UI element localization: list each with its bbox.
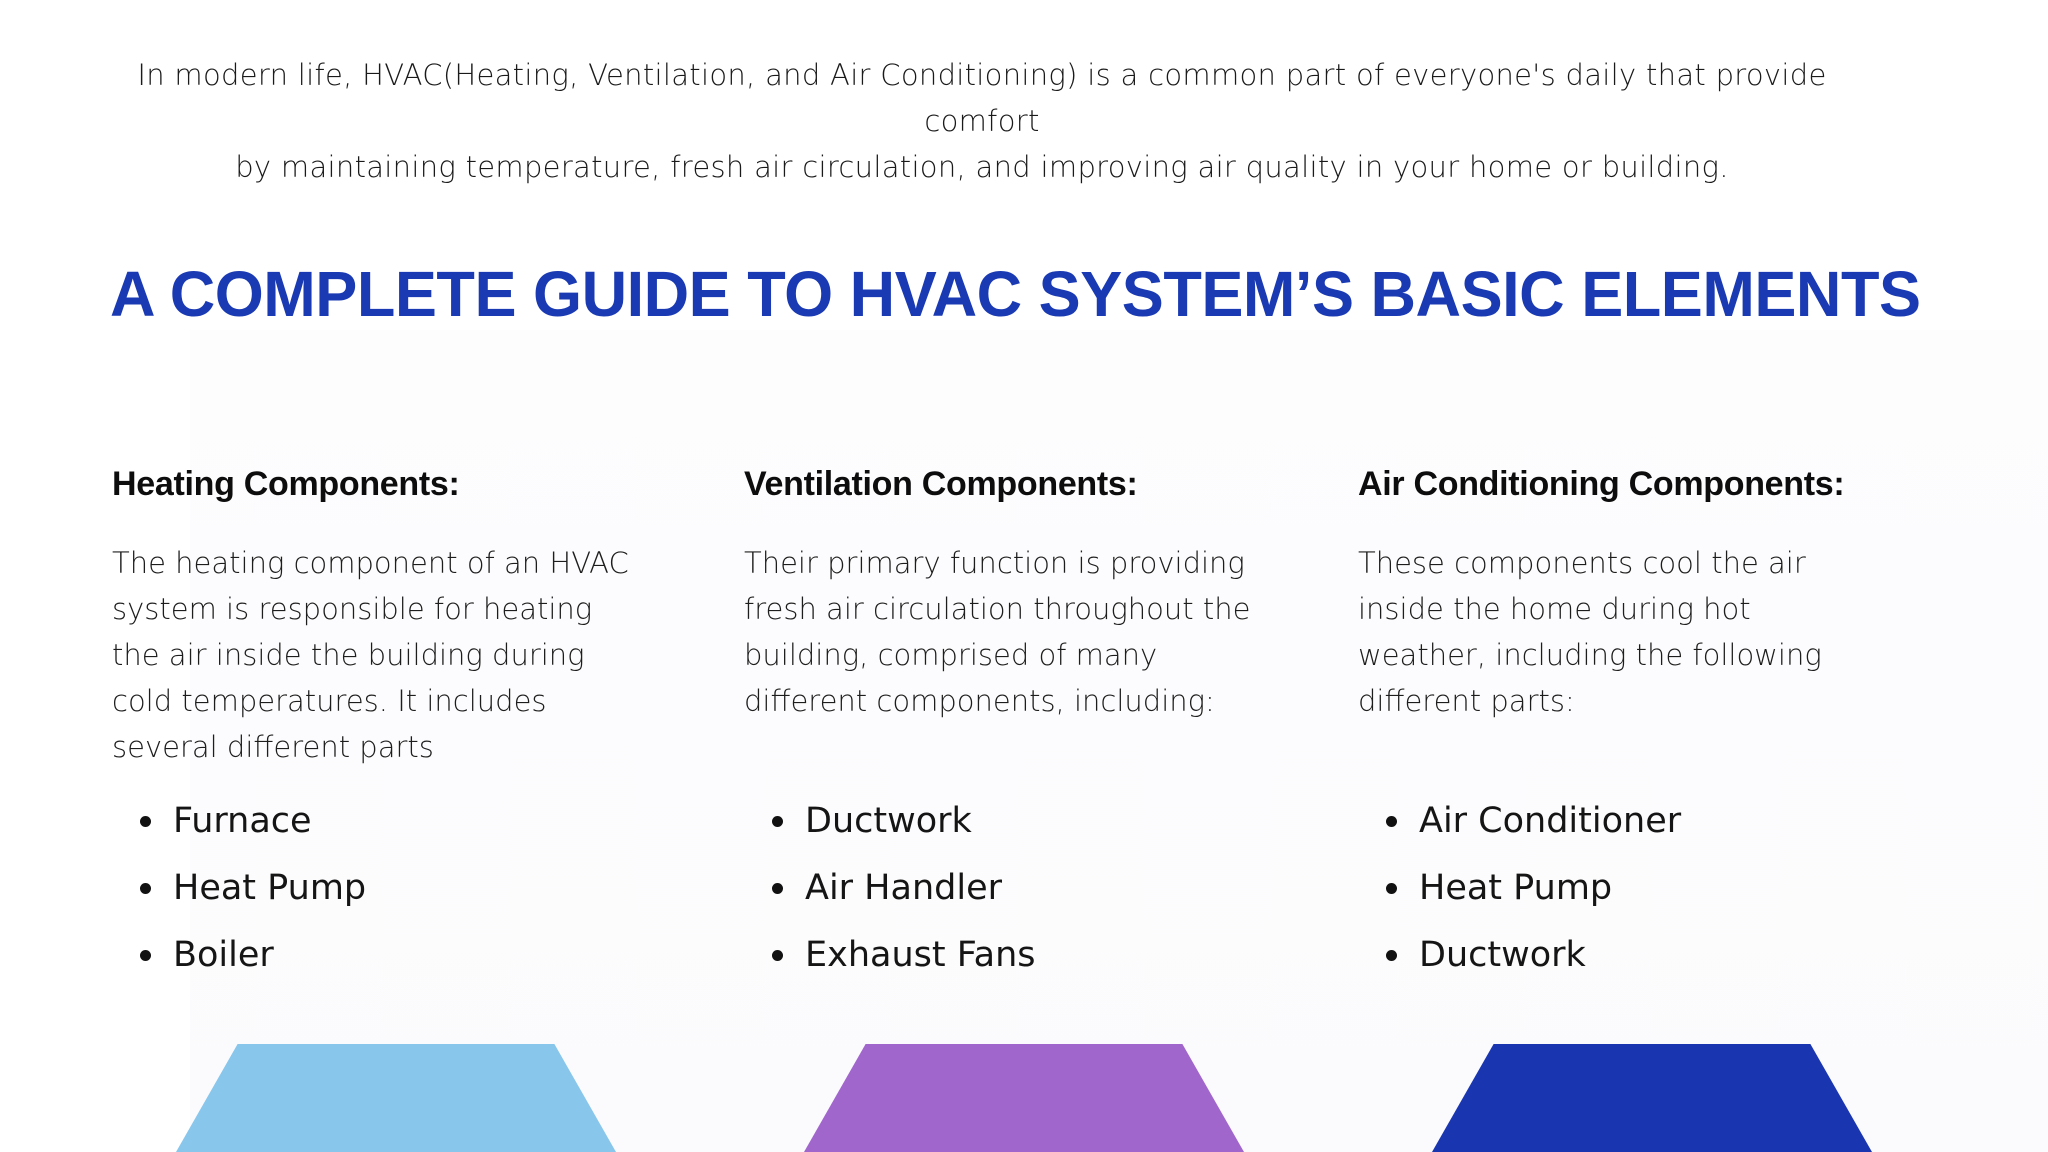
bullet-icon	[1386, 883, 1397, 894]
ventilation-trapezoid-shape	[804, 1044, 1244, 1152]
air-conditioning-heading: Air Conditioning Components:	[1358, 465, 1845, 503]
list-item-label: Heat Pump	[1419, 868, 1613, 908]
list-item-label: Heat Pump	[173, 868, 367, 908]
bullet-icon	[772, 950, 783, 961]
air-conditioning-trapezoid-shape	[1432, 1044, 1872, 1152]
list-item-label: Ductwork	[1419, 935, 1586, 975]
air-conditioning-list	[1386, 793, 1681, 994]
heating-trapezoid-shape	[176, 1044, 616, 1152]
list-item	[1386, 793, 1681, 860]
list-item	[1386, 860, 1681, 927]
bullet-icon	[772, 816, 783, 827]
bullet-icon	[772, 883, 783, 894]
list-item	[140, 927, 366, 994]
page-title: A COMPLETE GUIDE TO HVAC SYSTEM’S BASIC ELEMENTS	[110, 258, 1921, 330]
list-item	[772, 927, 1036, 994]
air-conditioning-description: These components cool the air inside the home during hot weather, including the following different parts:	[1358, 546, 1822, 718]
intro-line-1: In modern life, HVAC(Heating, Ventilation, and Air Conditioning) is a common part of everyone's daily that provide comfort	[137, 58, 1827, 138]
list-item	[140, 793, 366, 860]
list-item-label: Air Handler	[805, 868, 1002, 908]
heating-section	[112, 460, 632, 764]
air-conditioning-section	[1358, 460, 1918, 718]
list-item	[1386, 927, 1681, 994]
bullet-icon	[1386, 816, 1397, 827]
ventilation-heading: Ventilation Components:	[744, 465, 1138, 503]
list-item-label: Exhaust Fans	[805, 935, 1036, 975]
list-item-label: Air Conditioner	[1419, 801, 1682, 841]
ventilation-section	[744, 460, 1264, 718]
bullet-icon	[140, 816, 151, 827]
list-item-label: Ductwork	[805, 801, 972, 841]
list-item	[140, 860, 366, 927]
list-item-label: Boiler	[173, 935, 274, 975]
heating-heading: Heating Components:	[112, 465, 460, 503]
bullet-icon	[140, 883, 151, 894]
ventilation-list	[772, 793, 1036, 994]
list-item	[772, 860, 1036, 927]
bullet-icon	[140, 950, 151, 961]
ventilation-description: Their primary function is providing fresh air circulation throughout the building, comprised of many different components, including:	[744, 546, 1251, 718]
intro-paragraph	[110, 52, 1854, 190]
bullet-icon	[1386, 950, 1397, 961]
list-item-label: Furnace	[173, 801, 312, 841]
heating-list	[140, 793, 366, 994]
list-item	[772, 793, 1036, 860]
intro-line-2: by maintaining temperature, fresh air circulation, and improving air quality in your home or building.	[235, 150, 1729, 184]
heating-description: The heating component of an HVAC system is responsible for heating the air inside the building during cold temperatures. It includes several different parts	[112, 546, 629, 764]
